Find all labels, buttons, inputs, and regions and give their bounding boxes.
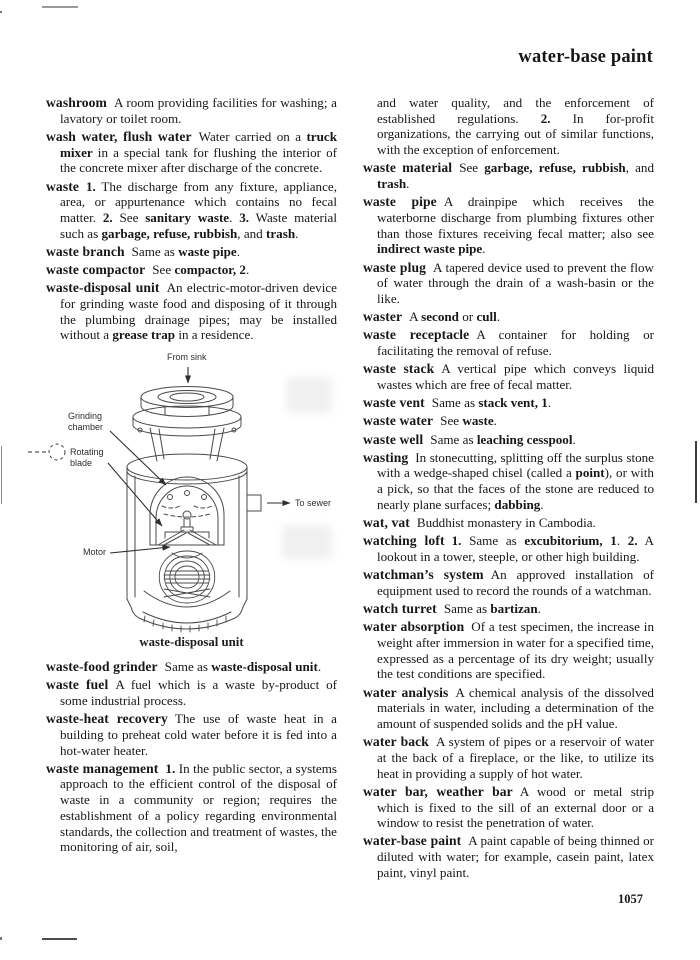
entry-text: excubitorium, 1 xyxy=(524,533,617,549)
entry-term: watch turret xyxy=(363,601,437,617)
entry-text: Same as xyxy=(430,431,477,447)
dictionary-entry xyxy=(363,833,654,880)
entry-text: A room providing facilities for washing; a lavatory or toilet room. xyxy=(60,95,337,126)
entry-text: and water quality, and the enforcement of established regulations. xyxy=(377,95,654,126)
entry-text: or xyxy=(458,309,477,325)
entry-text: waste pipe xyxy=(178,243,237,259)
entry-text: grease trap xyxy=(112,327,176,343)
entry-text: point xyxy=(575,465,605,481)
entry-text: . xyxy=(572,431,576,447)
entry-text: Same as xyxy=(164,659,212,675)
entry-term: waste xyxy=(46,178,79,194)
left-column xyxy=(46,95,337,857)
dictionary-entry xyxy=(46,677,337,708)
entry-text: . xyxy=(406,176,410,192)
entry-text: See xyxy=(152,262,175,278)
entry-text: second xyxy=(421,309,459,325)
entry-text: . xyxy=(229,209,240,225)
entry-text: 3. xyxy=(239,209,250,225)
dictionary-entry xyxy=(363,361,654,392)
figure-caption: waste-disposal unit xyxy=(139,635,244,650)
figure-label-from-sink: From sink xyxy=(167,352,207,363)
entry-text: trash xyxy=(266,225,296,241)
page-header-title: water-base paint xyxy=(518,47,653,67)
entry-term: waste well xyxy=(363,431,424,447)
dictionary-entry xyxy=(363,450,654,513)
entry-text: in a special tank for flushing the interior of the concrete mixer after discharge of the concrete. xyxy=(60,144,337,176)
scan-mark-bottom-left xyxy=(42,938,77,940)
entry-term: waste stack xyxy=(363,361,435,377)
entry-text: The use of waste heat in a building to preheat cold water before it is fed into a hot-water heater. xyxy=(60,711,337,758)
entry-text: waste xyxy=(462,413,494,429)
scan-smudge xyxy=(286,377,332,413)
dictionary-entry xyxy=(46,761,337,855)
entry-text: . xyxy=(496,309,501,325)
dictionary-entry xyxy=(363,309,654,325)
dictionary-entry xyxy=(363,784,654,831)
dictionary-entry xyxy=(363,515,654,531)
entry-text: . xyxy=(616,533,628,549)
dictionary-entry xyxy=(363,413,654,429)
entry-text: The discharge from any fixture, appliance, area, or appurtenance which contains no fecal matter. xyxy=(60,178,337,225)
dictionary-entry xyxy=(46,129,337,176)
entry-text: , and xyxy=(237,225,266,241)
entry-text: . xyxy=(245,262,250,278)
page-number: 1057 xyxy=(618,892,643,906)
entry-text: 2. xyxy=(540,110,551,126)
entry-term: wash water, flush water xyxy=(46,128,192,144)
entry-term: waste water xyxy=(363,413,434,429)
dictionary-entry xyxy=(363,194,654,257)
left-column-top-entries xyxy=(46,95,337,343)
entry-text: A xyxy=(409,309,422,325)
entry-text: indirect waste pipe xyxy=(377,241,483,257)
entry-text: A wood or metal strip which is fixed to the sill of an external door or a window to resist the penetration of water. xyxy=(377,783,654,831)
entry-text: stack vent, 1 xyxy=(478,395,548,411)
dictionary-entry xyxy=(46,179,337,242)
entry-text: garbage, refuse, rubbish xyxy=(101,225,238,241)
scan-speck-bottom-left xyxy=(0,937,2,940)
entry-term: wasting xyxy=(363,449,409,465)
entry-term: waste fuel xyxy=(46,677,109,693)
entry-term: washroom xyxy=(46,95,107,110)
dictionary-entry xyxy=(46,711,337,758)
entry-text: In stonecutting, splitting off the surplus stone with a wedge-shaped chisel (called a xyxy=(377,449,654,481)
entry-text: trash xyxy=(377,176,407,192)
scan-mark-right-edge xyxy=(695,441,697,503)
entry-term: wat, vat xyxy=(363,515,410,531)
entry-text: Same as xyxy=(131,243,179,259)
dictionary-entry xyxy=(46,95,337,126)
entry-term: water absorption xyxy=(363,619,465,635)
right-column xyxy=(363,95,654,883)
dictionary-entry xyxy=(46,659,337,675)
entry-term: waster xyxy=(363,309,403,325)
entry-text: Water carried on a xyxy=(198,128,307,144)
entry-text: A tapered device used to prevent the flow of water through the drain of a wash-basin or the like. xyxy=(377,259,654,306)
left-column-bottom-entries xyxy=(46,659,337,855)
entry-text: . xyxy=(295,225,299,241)
entry-text: cull xyxy=(476,309,497,325)
scan-smudge xyxy=(282,525,332,559)
entry-term: waste-disposal unit xyxy=(46,280,160,296)
entry-text: . xyxy=(540,496,544,512)
entry-term: waste-heat recovery xyxy=(46,711,168,727)
dictionary-entry xyxy=(363,567,654,598)
entry-text: An approved installation of equipment used to record the rounds of a watchman. xyxy=(377,567,654,598)
entry-text: ), or with a pick, so that the faces of the stone are reduced to nearly plane surfaces; xyxy=(377,465,654,512)
right-column-entries xyxy=(363,95,654,881)
dictionary-entry xyxy=(46,262,337,278)
entry-text: , and xyxy=(625,160,655,176)
entry-text: bartizan xyxy=(490,601,538,617)
entry-text: Buddhist monastery in Cambodia. xyxy=(416,515,596,531)
entry-text: A drainpipe which receives the waterborne discharge from plumbing fixtures other than those fixtures receiving fecal matter; also see xyxy=(377,194,654,241)
entry-term: water-base paint xyxy=(363,833,462,849)
entry-text: sanitary waste xyxy=(145,209,230,225)
entry-term: watching loft xyxy=(363,533,445,549)
entry-term: waste-food grinder xyxy=(46,659,158,675)
figure-label-to-sewer: To sewer xyxy=(295,498,332,509)
entry-text: A lookout in a tower, steeple, or other high building. xyxy=(377,533,654,564)
entry-term: waste branch xyxy=(46,243,125,259)
entry-text: Same as xyxy=(431,395,479,411)
entry-text: 2. xyxy=(102,209,113,225)
entry-text: dabbing xyxy=(494,496,541,512)
entry-text: Of a test specimen, the increase in weight after immersion in water for a specified time, expressed as a percentage of its dry weight; usually the test conditions are specified. xyxy=(377,619,654,682)
entry-text: See xyxy=(459,160,485,176)
entry-text: waste-disposal unit xyxy=(211,659,318,675)
entry-text: See xyxy=(440,413,463,429)
figure-label-grinding-chamber: Grinding chamber xyxy=(68,411,104,432)
entry-text: . xyxy=(493,413,497,429)
entry-text: A container for holding or facilitating the removal of refuse. xyxy=(377,327,654,359)
dictionary-entry xyxy=(363,601,654,617)
dictionary-entry xyxy=(363,395,654,411)
entry-text: truck mixer xyxy=(60,128,337,160)
entry-term: waste receptacle xyxy=(363,327,470,343)
entry-text: compactor, 2 xyxy=(174,262,246,278)
entry-text: 1. xyxy=(85,178,96,194)
scan-mark-top-left xyxy=(42,6,78,8)
entry-text: In for-profit organizations, the carrying out of similar functions, with the exception of enforcement. xyxy=(377,110,654,158)
entry-term: waste management xyxy=(46,760,159,776)
entry-term: waste compactor xyxy=(46,262,146,278)
entry-term: waste vent xyxy=(363,395,425,411)
entry-term: water bar, weather bar xyxy=(363,783,513,799)
dictionary-entry xyxy=(363,260,654,307)
entry-term: waste pipe xyxy=(363,194,437,210)
entry-text: A chemical analysis of the dissolved materials in water, including a determination of the amount of suspended solids and the pH value. xyxy=(377,684,654,732)
entry-text: A vertical pipe which conveys liquid wastes which are free of fecal matter. xyxy=(377,361,654,392)
dictionary-entry xyxy=(363,734,654,781)
entry-text: Waste material such as xyxy=(60,209,338,241)
figure-label-motor: Motor xyxy=(83,547,107,558)
entry-text: in a residence. xyxy=(175,327,254,343)
dictionary-entry xyxy=(363,432,654,448)
entry-text: Same as xyxy=(461,533,525,549)
entry-text: leaching cesspool xyxy=(476,431,573,447)
entry-text: garbage, refuse, rubbish xyxy=(484,160,626,176)
entry-text: . xyxy=(537,601,541,617)
dictionary-entry xyxy=(363,95,654,158)
scan-mark-left-edge xyxy=(1,446,2,504)
dictionary-entry xyxy=(363,160,654,191)
entry-text: A fuel which is a waste by-product of some industrial process. xyxy=(60,677,337,708)
entry-term: waste plug xyxy=(363,259,427,275)
figure-label-rotating-blade: Rotating blade xyxy=(70,447,104,468)
entry-text: 2. xyxy=(627,533,638,549)
entry-text: A paint capable of being thinned or diluted with water; for example, casein paint, latex paint, vinyl paint. xyxy=(377,833,654,880)
entry-text: . xyxy=(317,659,322,675)
entry-text: In the public sector, a systems approach to the efficient control of the disposal of waste in a community or region; requires the establishment of a policy regarding environmental standards, the collection and treatment of wastes, the monitoring of air, soil, xyxy=(60,760,337,855)
dictionary-entry xyxy=(46,244,337,260)
entry-term: water back xyxy=(363,734,429,750)
entry-term: waste material xyxy=(363,160,453,176)
scan-speck-top-left xyxy=(0,11,2,13)
entry-text: 1. xyxy=(165,760,176,776)
entry-text: . xyxy=(482,241,486,257)
entry-text: A system of pipes or a reservoir of water at the back of a fireplace, or the like, to utilize its heat in providing a supply of hot water. xyxy=(377,734,654,781)
entry-text: An electric-motor-driven device for grinding waste food and disposing of it through the plumbing drainage pipes; may be installed without a xyxy=(60,280,337,343)
dictionary-entry xyxy=(363,533,654,564)
dictionary-entry xyxy=(363,327,654,358)
entry-text: . xyxy=(547,395,552,411)
dictionary-entry xyxy=(46,280,337,343)
entry-text: See xyxy=(112,209,146,225)
waste-disposal-unit-figure xyxy=(46,349,337,651)
dictionary-entry xyxy=(363,619,654,682)
entry-text: . xyxy=(236,243,240,259)
entry-text: 1. xyxy=(451,533,462,549)
dictionary-entry xyxy=(363,685,654,732)
entry-text: Same as xyxy=(443,601,491,617)
entry-term: water analysis xyxy=(363,684,449,700)
entry-term: watchman’s system xyxy=(363,567,484,583)
